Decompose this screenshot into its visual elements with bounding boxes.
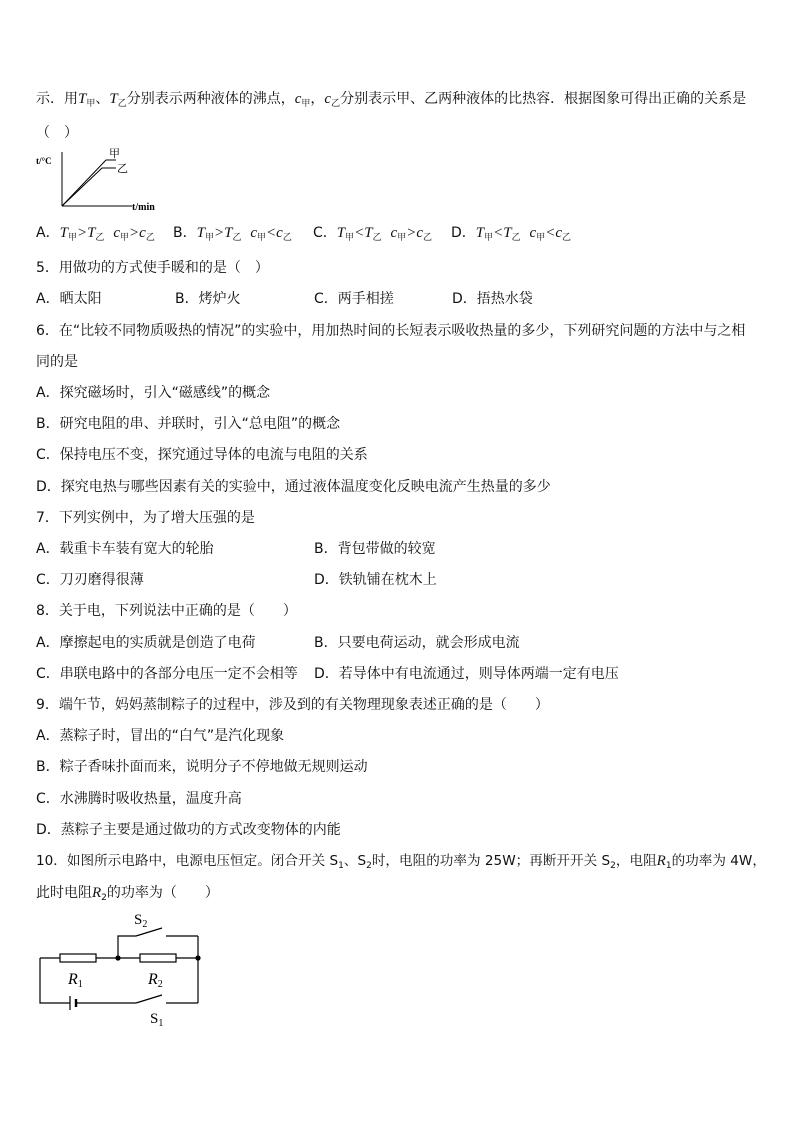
symbol-T: T	[196, 225, 205, 241]
q7-option-a[interactable]: A．载重卡车装有宽大的轮胎	[36, 541, 214, 557]
sub-jia: 甲	[257, 233, 267, 243]
q10-text: 此时电阻	[36, 885, 92, 901]
temperature-time-graph	[36, 146, 166, 212]
symbol-T: T	[475, 225, 485, 241]
sep: 、	[95, 91, 110, 107]
q5-option-c[interactable]: C．两手相搓	[314, 291, 394, 307]
option-letter: A．	[36, 225, 60, 241]
intro-text-b: 分别表示两种液体的沸点，	[126, 91, 295, 107]
sub-jia: 甲	[67, 233, 77, 243]
q6-option-b[interactable]: B．研究电阻的串、并联时，引入“总电阻”的概念	[36, 416, 341, 432]
curve-yi	[62, 168, 116, 206]
sub-1: 1	[338, 861, 344, 871]
q7-stem: 7．下列实例中，为了增大压强的是	[36, 510, 255, 526]
sub-jia: 甲	[86, 99, 96, 109]
symbol-T: T	[87, 225, 96, 241]
option-letter: D．	[451, 225, 476, 241]
sub-jia: 甲	[204, 233, 214, 243]
q10-text: ，电阻	[615, 853, 657, 869]
q8-stem: 8．关于电，下列说法中正确的是（ ）	[36, 603, 297, 619]
wire-s2-left	[118, 936, 136, 958]
q8-option-b[interactable]: B．只要电荷运动，就会形成电流	[314, 635, 520, 651]
q8-option-c[interactable]: C．串联电路中的各部分电压一定不会相等	[36, 666, 298, 682]
q10-stem-line2	[36, 884, 219, 907]
symbol-c: c	[390, 225, 398, 241]
symbol-c: c	[529, 225, 537, 241]
q9-option-a[interactable]: A．蒸粽子时，冒出的“白气”是汽化现象	[36, 728, 285, 744]
relation-1: >	[76, 225, 88, 241]
q9-stem: 9．端午节，妈妈蒸制粽子的过程中，涉及到的有关物理现象表述正确的是（ ）	[36, 697, 549, 713]
q6-option-d[interactable]: D．探究电热与哪些因素有关的实验中，通过液体温度变化反映电流产生热量的多少	[36, 479, 551, 495]
symbol-c: c	[276, 225, 283, 241]
q8-option-a[interactable]: A．摩擦起电的实质就是创造了电荷	[36, 635, 256, 651]
resistor-r1	[60, 954, 96, 962]
symbol-c: c	[324, 91, 332, 107]
sub-yi: 乙	[232, 233, 242, 243]
resistor-r2	[140, 954, 176, 962]
symbol-c: c	[294, 91, 302, 107]
symbol-c: c	[416, 225, 424, 241]
sub-1: 1	[665, 861, 672, 871]
sub-2: 2	[366, 861, 372, 871]
label-s1: $S_1$	[150, 1011, 164, 1029]
circuit-diagram	[30, 908, 220, 1033]
sub-yi: 乙	[511, 233, 521, 243]
graph-label-jia: 甲	[109, 148, 120, 160]
q4-option-c[interactable]	[313, 224, 432, 247]
graph-ylabel: t/°C	[36, 156, 52, 166]
relation-1: <	[354, 225, 365, 241]
sub-yi: 乙	[145, 233, 155, 243]
q9-option-c[interactable]: C．水沸腾时吸收热量，温度升高	[36, 791, 242, 807]
sub-jia: 甲	[536, 233, 546, 243]
q6-stem-line2: 同的是	[36, 354, 78, 370]
sub-2: 2	[610, 861, 616, 871]
q10-text: 的功率为 4W，	[671, 853, 766, 869]
label-s2: $S_2$	[134, 912, 148, 930]
q10-stem-line1	[36, 852, 766, 875]
q4-option-d[interactable]	[451, 224, 571, 247]
symbol-T: T	[503, 225, 512, 241]
q6-option-a[interactable]: A．探究磁场时，引入“磁感线”的概念	[36, 385, 271, 401]
relation-2: >	[406, 225, 417, 241]
junction-dot	[195, 955, 200, 960]
symbol-c: c	[555, 225, 563, 241]
q10-text: 10．如图所示电路中，电源电压恒定。闭合开关 S	[36, 853, 339, 869]
symbol-c: c	[113, 225, 120, 241]
sub-jia: 甲	[345, 233, 355, 243]
sub-yi: 乙	[562, 233, 572, 243]
q5-option-b[interactable]: B．烤炉火	[175, 291, 241, 307]
q4-option-b[interactable]	[173, 224, 292, 247]
symbol-T: T	[364, 225, 373, 241]
symbol-T: T	[78, 91, 87, 107]
switch-s1	[136, 995, 162, 1003]
sep: ，	[310, 91, 325, 107]
symbol-R: R	[656, 853, 666, 869]
sub-jia: 甲	[120, 233, 130, 243]
q5-option-d[interactable]: D．捂热水袋	[452, 291, 533, 307]
option-letter: C．	[313, 225, 337, 241]
q10-text: 、S	[343, 853, 367, 869]
symbol-T: T	[224, 225, 233, 241]
sub-yi: 乙	[372, 233, 382, 243]
q7-option-d[interactable]: D．铁轨铺在枕木上	[314, 572, 437, 588]
relation-2: <	[266, 225, 277, 241]
relation-1: <	[493, 225, 504, 241]
relation-2: <	[545, 225, 556, 241]
sub-yi: 乙	[282, 233, 292, 243]
q4-intro-line1	[36, 90, 746, 113]
sub-yi: 乙	[117, 99, 127, 109]
q6-option-c[interactable]: C．保持电压不变，探究通过导体的电流与电阻的关系	[36, 447, 368, 463]
sub-jia: 甲	[484, 233, 494, 243]
option-letter: B．	[173, 225, 197, 241]
symbol-c: c	[250, 225, 258, 241]
symbol-T: T	[109, 91, 118, 107]
relation-2: >	[129, 225, 140, 241]
q5-stem: 5．用做功的方式使手暖和的是（ ）	[36, 260, 269, 276]
symbol-T: T	[59, 225, 68, 241]
q4-option-a[interactable]	[36, 224, 155, 247]
sub-2: 2	[101, 893, 107, 903]
intro-text-a: 示．用	[36, 91, 78, 107]
q9-option-d[interactable]: D．蒸粽子主要是通过做功的方式改变物体的内能	[36, 822, 341, 838]
q7-option-b[interactable]: B．背包带做的较宽	[314, 541, 436, 557]
q4-paren: （ ）	[36, 125, 78, 141]
q10-text: 的功率为（ ）	[106, 885, 219, 901]
sub-yi: 乙	[95, 233, 105, 243]
intro-text-c: 分别表示甲、乙两种液体的比热容．根据图象可得出正确的关系是	[340, 91, 747, 107]
symbol-T: T	[336, 225, 346, 241]
q5-option-a[interactable]: A．晒太阳	[36, 291, 102, 307]
q7-option-c[interactable]: C．刀刃磨得很薄	[36, 572, 144, 588]
curve-jia	[62, 160, 116, 206]
sub-yi: 乙	[423, 233, 433, 243]
graph-label-yi: 乙	[117, 163, 128, 175]
label-r1: R1	[68, 971, 83, 990]
symbol-c: c	[139, 225, 146, 241]
q10-text: 时，电阻的功率为 25W；再断开开关 S	[371, 853, 611, 869]
switch-s2	[136, 928, 162, 936]
symbol-R: R	[92, 885, 102, 901]
graph-xlabel: t/min	[132, 202, 155, 212]
q8-option-d[interactable]: D．若导体中有电流通过，则导体两端一定有电压	[314, 666, 619, 682]
relation-1: >	[213, 225, 225, 241]
sub-yi: 乙	[331, 99, 341, 109]
label-r2: R2	[148, 971, 163, 990]
wire-left	[40, 958, 70, 1003]
sub-jia: 甲	[397, 233, 407, 243]
sub-jia: 甲	[301, 99, 311, 109]
q6-stem-line1: 6．在“比较不同物质吸热的情况”的实验中，用加热时间的长短表示吸收热量的多少，下列研究问题的方法中与之相	[36, 323, 746, 339]
q9-option-b[interactable]: B．粽子香味扑面而来，说明分子不停地做无规则运动	[36, 759, 368, 775]
